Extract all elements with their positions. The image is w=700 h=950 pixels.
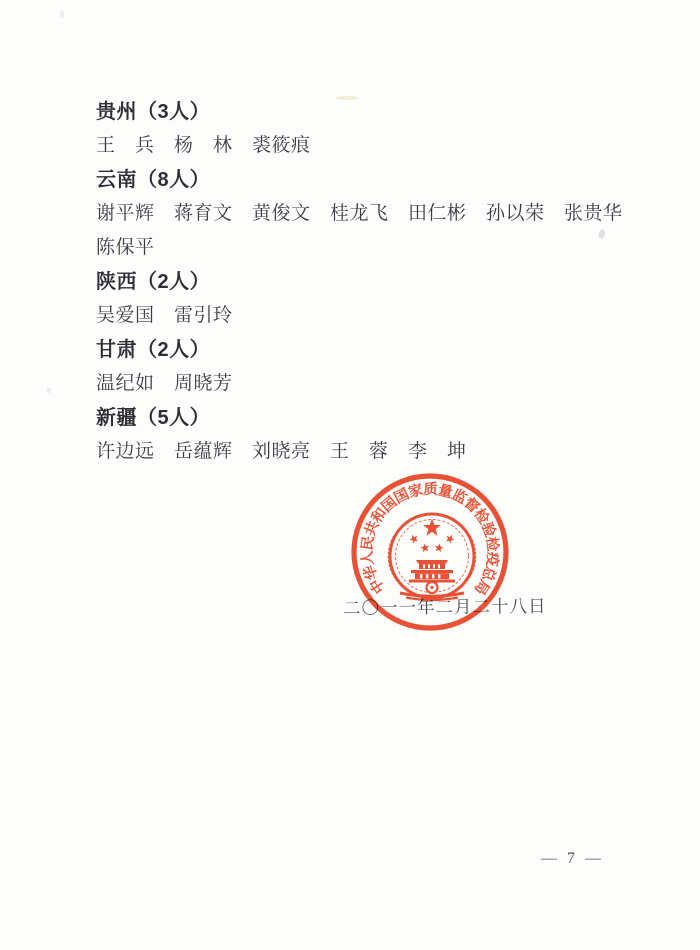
scan-speck (60, 10, 64, 18)
province-section (96, 333, 636, 401)
province-header: 陕西（2人） (96, 271, 211, 293)
province-header: 甘肃（2人） (96, 339, 211, 361)
star-icon (444, 533, 456, 545)
official-seal (330, 450, 530, 660)
tiananmen-icon (409, 560, 455, 583)
province-header: 贵州（3人） (96, 101, 211, 123)
name-line: 王 兵 杨 林 裘筱痕 (96, 135, 311, 156)
name-line: 吴爱国 雷引玲 (96, 305, 233, 326)
name-line: 温纪如 周晓芳 (96, 373, 233, 394)
name-list (96, 95, 636, 469)
gear-icon (427, 582, 438, 593)
name-line: 谢平辉 蒋育文 黄俊文 桂龙飞 田仁彬 孙以荣 张贵华 (96, 203, 623, 224)
province-section (96, 95, 636, 163)
scan-speck (47, 388, 51, 393)
province-section (96, 163, 636, 265)
name-line: 许边远 岳蕴辉 刘晓亮 王 蓉 李 坤 (96, 441, 467, 462)
seal-text: 中华人民共和国国家质量监督检验检疫总局 (359, 481, 501, 598)
star-icon (408, 533, 420, 545)
star-icon (423, 519, 441, 536)
province-header: 新疆（5人） (96, 407, 211, 429)
province-header: 云南（8人） (96, 169, 211, 191)
province-section (96, 265, 636, 333)
scan-speck (336, 96, 358, 100)
issue-date: 二〇一一年二月二十八日 (342, 595, 547, 619)
star-icon (420, 543, 430, 553)
page-number: — 7 — (541, 850, 604, 867)
national-emblem (389, 514, 476, 600)
name-line: 陈保平 (96, 237, 155, 258)
scan-speck (580, 204, 584, 208)
star-icon (434, 543, 444, 553)
seal-ring (354, 476, 506, 628)
